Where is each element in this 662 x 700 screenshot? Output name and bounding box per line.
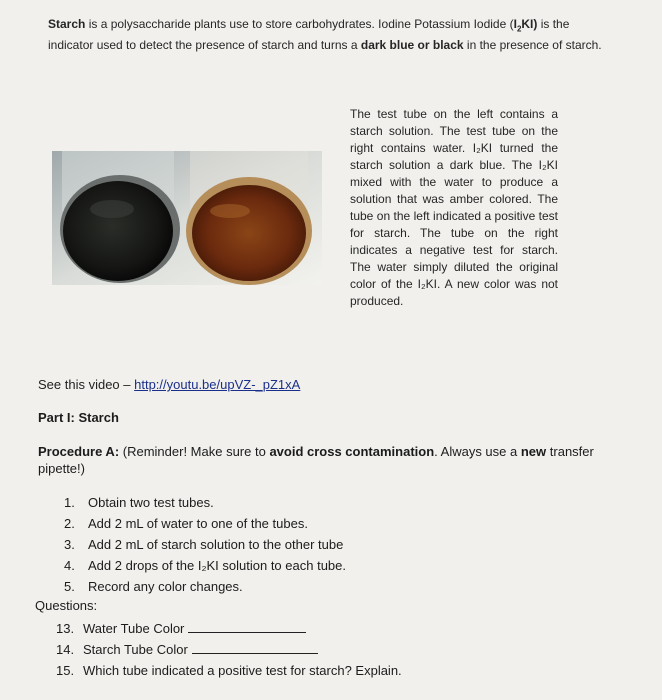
procedure-text-b: . Always use a	[434, 444, 521, 459]
step-text: Obtain two test tubes.	[88, 495, 214, 510]
step-number: 4.	[64, 558, 75, 573]
step-text: Add 2 mL of water to one of the tubes.	[88, 516, 308, 531]
test-tubes-photo	[52, 151, 322, 285]
step-text: Record any color changes.	[88, 579, 243, 594]
intro-text-b: is the indicator used to detect the presence of starch and turns a	[48, 17, 570, 53]
question-text: Starch Tube Color	[83, 642, 188, 657]
formula-ki: KI)	[521, 17, 538, 31]
starch-term: Starch	[48, 17, 86, 31]
question-item	[56, 661, 402, 682]
photo-caption: The test tube on the left contains a starch solution. The test tube on the right contains water. I₂KI turned the starch solution a dark blue. The I₂KI mixed with the water to produce a solution that was amber colored. The tube on the left indicated a positive test for starch. The tube on the right indicates a negative test for starch. The water simply diluted the original color of the I₂KI. A new color was not produced.	[350, 107, 558, 308]
video-prefix: See this video –	[38, 377, 135, 392]
step-number: 1.	[64, 495, 75, 510]
step-number: 5.	[64, 579, 75, 594]
intro-text-a: is a polysaccharide plants use to store carbohydrates. Iodine Potassium Iodide (	[85, 17, 514, 31]
question-text: Water Tube Color	[83, 621, 185, 636]
step-number: 2.	[64, 516, 75, 531]
intro-text-c: in the presence of starch.	[463, 38, 602, 53]
questions-heading: Questions:	[35, 598, 98, 613]
step-item	[64, 577, 346, 598]
procedure-bold-b: new	[520, 444, 547, 459]
question-number: 14.	[56, 642, 75, 657]
formula-i: I	[513, 17, 517, 31]
color-bold: dark blue or black	[360, 38, 464, 53]
questions-list	[56, 619, 402, 682]
procedure-label: Procedure A:	[38, 444, 120, 459]
right-test-tube	[186, 177, 312, 285]
answer-blank[interactable]	[188, 619, 306, 633]
procedure-text-a: (Reminder! Make sure to	[119, 444, 270, 459]
video-link[interactable]: http://youtu.be/upVZ-_pZ1xA	[134, 377, 301, 392]
step-item	[64, 556, 346, 577]
question-item	[56, 640, 402, 661]
step-item	[64, 514, 346, 535]
answer-blank[interactable]	[192, 640, 318, 654]
intro-paragraph	[48, 16, 608, 54]
step-number: 3.	[64, 537, 75, 552]
question-item	[56, 619, 402, 640]
procedure-text-c: transfer pipette!)	[38, 444, 594, 476]
step-text: Add 2 drops of the I₂KI solution to each tube.	[88, 558, 346, 573]
video-line	[38, 377, 300, 392]
question-number: 13.	[56, 621, 75, 636]
procedure-bold-a: avoid cross contamination	[269, 444, 435, 459]
procedure-steps	[64, 493, 346, 598]
test-tubes-illustration	[52, 151, 322, 285]
step-item	[64, 493, 346, 514]
step-item	[64, 535, 346, 556]
question-text: Which tube indicated a positive test for starch? Explain.	[83, 663, 402, 678]
left-test-tube	[60, 175, 180, 283]
procedure-paragraph	[38, 443, 628, 477]
question-number: 15.	[56, 663, 75, 678]
formula-sub: 2	[516, 24, 522, 34]
part-title: Part I: Starch	[38, 410, 119, 425]
step-text: Add 2 mL of starch solution to the other tube	[88, 537, 344, 552]
